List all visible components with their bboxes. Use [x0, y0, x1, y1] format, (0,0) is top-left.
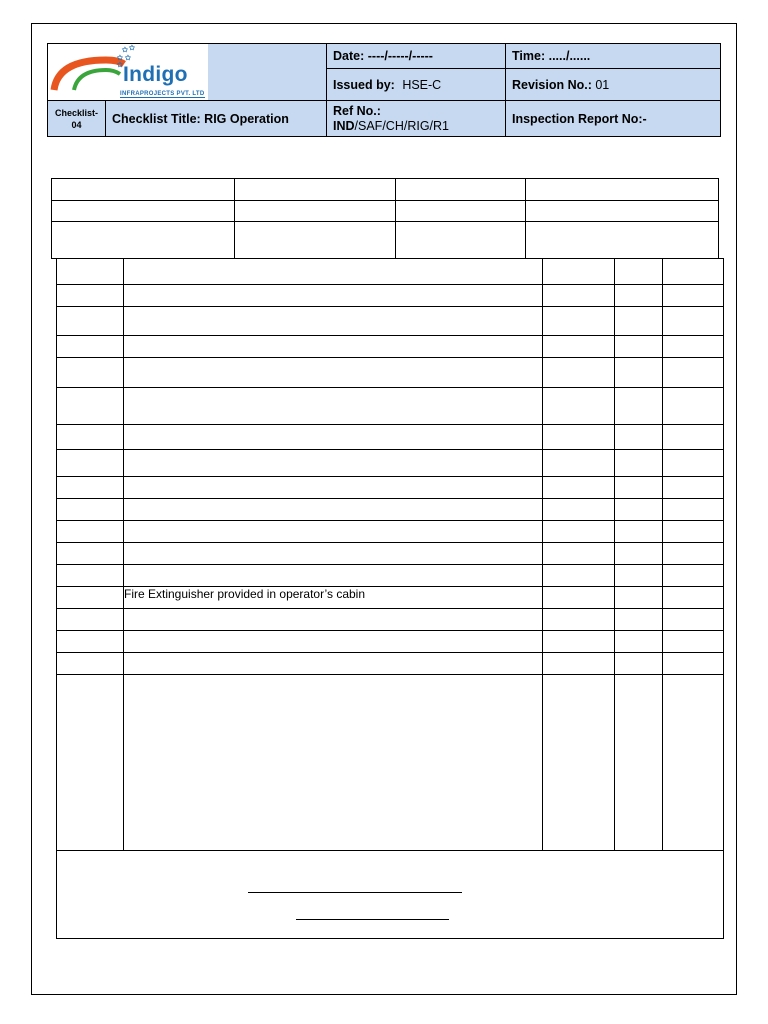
checklist-item	[124, 609, 543, 631]
checklist-item	[124, 450, 543, 477]
table-row	[57, 521, 724, 543]
checklist-item	[124, 477, 543, 499]
table-row	[57, 477, 724, 499]
revision-label: Revision No.:	[512, 77, 592, 92]
checklist-item	[124, 285, 543, 307]
logo-cell	[48, 44, 327, 101]
checklist-table	[56, 258, 724, 939]
checklist-item	[124, 631, 543, 653]
table-row	[57, 565, 724, 587]
info-cell	[52, 201, 235, 222]
company-subtitle: INFRAPROJECTS PVT. LTD	[120, 91, 205, 97]
checklist-item	[124, 388, 543, 425]
checklist-item-fire-extinguisher: Fire Extinguisher provided in operator’s cabin	[124, 587, 543, 609]
svg-text:✩: ✩	[129, 45, 135, 52]
table-row	[57, 609, 724, 631]
table-row	[57, 388, 724, 425]
checklist-number-line1: Checklist-	[54, 107, 98, 118]
table-row	[57, 285, 724, 307]
revision-value: 01	[595, 77, 610, 92]
table-row	[57, 631, 724, 653]
table-row	[57, 425, 724, 450]
ref-value-bold: IND	[333, 118, 355, 133]
checklist-number-cell	[48, 101, 106, 137]
checklist-title-cell	[106, 101, 327, 137]
info-cell	[396, 179, 526, 201]
checklist-title-value: RIG Operation	[204, 111, 289, 126]
header-cell	[57, 259, 124, 285]
company-logo	[48, 44, 208, 100]
inspection-report-label: Inspection Report No:-	[512, 111, 647, 126]
date-label: Date:	[333, 49, 365, 63]
checklist-item	[124, 336, 543, 358]
checklist-item	[124, 653, 543, 675]
checklist-number-line2: 04	[71, 119, 82, 130]
signature-line-1	[248, 892, 462, 893]
info-cell	[396, 222, 526, 259]
info-cell	[52, 179, 235, 201]
header-cell	[615, 259, 663, 285]
table-row	[57, 543, 724, 565]
signature-row	[57, 851, 724, 939]
inspection-report-cell	[506, 101, 721, 137]
signature-line-2	[296, 919, 449, 920]
checklist-item	[124, 499, 543, 521]
table-row	[57, 307, 724, 336]
table-row	[57, 587, 724, 609]
header-cell	[663, 259, 724, 285]
info-cell	[526, 179, 719, 201]
ref-label: Ref No.:	[333, 103, 381, 118]
header-cell	[543, 259, 615, 285]
info-cell	[235, 179, 396, 201]
table-row	[57, 336, 724, 358]
info-cell	[526, 222, 719, 259]
time-label: Time:	[512, 49, 546, 63]
info-cell	[396, 201, 526, 222]
checklist-item	[124, 425, 543, 450]
checklist-item	[124, 307, 543, 336]
svg-text:✩: ✩	[125, 55, 131, 62]
table-row	[57, 358, 724, 388]
info-cell	[526, 201, 719, 222]
info-cell	[235, 222, 396, 259]
date-cell	[327, 44, 506, 69]
checklist-item	[124, 358, 543, 388]
table-row	[57, 675, 724, 851]
date-value: ----/-----/-----	[367, 49, 433, 63]
header-cell	[124, 259, 543, 285]
info-cell	[235, 201, 396, 222]
time-cell	[506, 44, 721, 69]
revision-cell	[506, 69, 721, 101]
checklist-item	[124, 675, 543, 851]
signature-cell	[57, 851, 724, 939]
info-table	[51, 178, 719, 259]
svg-text:✩: ✩	[117, 62, 123, 69]
table-row	[57, 499, 724, 521]
info-cell	[52, 222, 235, 259]
ref-cell	[327, 101, 506, 137]
svg-text:✩: ✩	[117, 55, 123, 62]
checklist-title-label: Checklist Title:	[112, 111, 201, 126]
time-value: ...../......	[548, 49, 591, 63]
issued-by-cell	[327, 69, 506, 101]
checklist-item	[124, 565, 543, 587]
table-row	[57, 653, 724, 675]
checklist-item	[124, 543, 543, 565]
header-table	[47, 43, 721, 137]
svg-text:✩: ✩	[122, 47, 128, 54]
table-row	[57, 450, 724, 477]
ref-value-rest: /SAF/CH/RIG/R1	[354, 118, 449, 133]
issued-by-label: Issued by:	[333, 77, 395, 92]
issued-by-value: HSE-C	[402, 77, 442, 92]
company-name: Indigo	[123, 63, 188, 86]
checklist-item	[124, 521, 543, 543]
